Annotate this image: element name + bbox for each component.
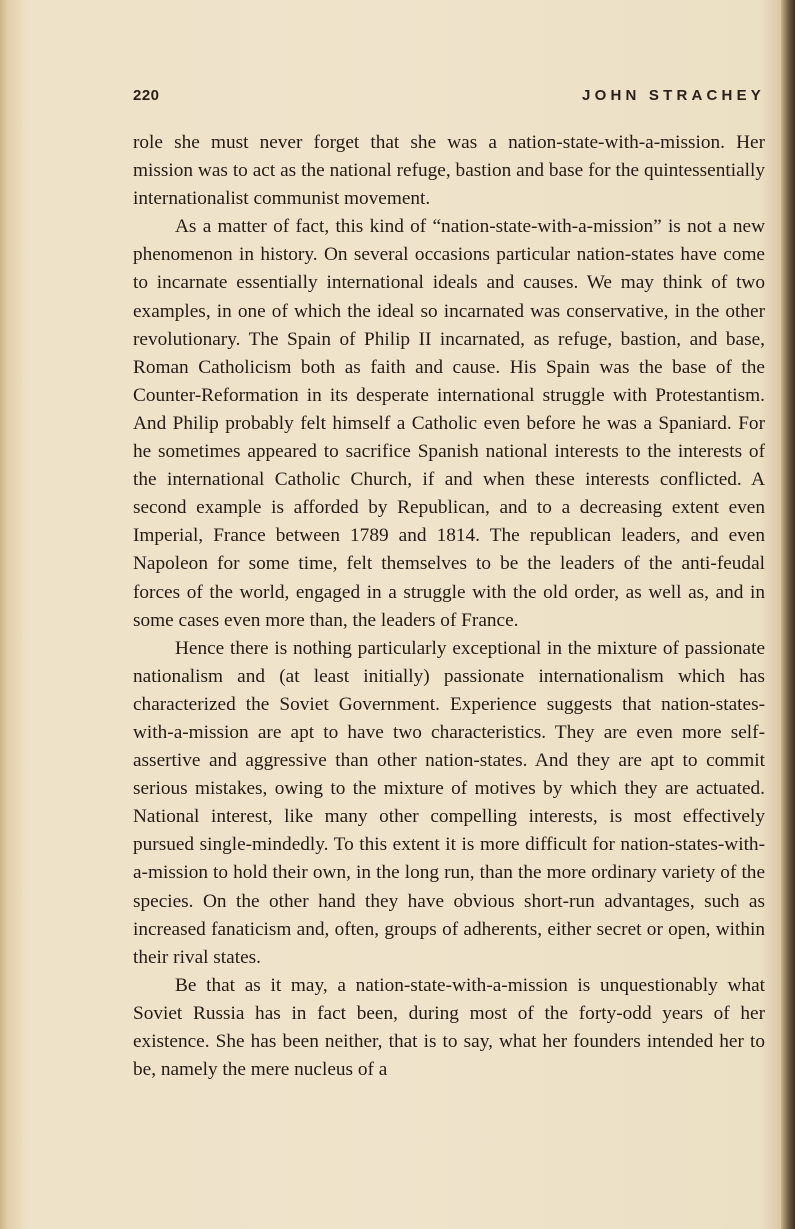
paragraph: As a matter of fact, this kind of “nation-state-with-a-mission” is not a new phenomenon in history. On several occasions particular nation-states have come to incarnate essentially international ideals and causes. We may think of two examples, in one of which the ideal so incarnated was conservative, in the other revolutionary. The Spain of Philip II incarnated, as refuge, bastion, and base, Roman Catholicism both as faith and cause. His Spain was the base of the Counter-Reformation in its desperate international struggle with Protestantism. And Philip probably felt himself a Catholic even before he was a Spaniard. For he sometimes appeared to sacrifice Spanish national interests to the interests of the international Catholic Church, if and when these interests conflicted. A second example is afforded by Republican, and to a decreasing extent even Imperial, France between 1789 and 1814. The republican leaders, and even Napoleon for some time, felt themselves to be the leaders of the anti-feudal forces of the world, engaged in a struggle with the old order, as well as, and in some cases even more than, the leaders of France. [133, 216, 765, 631]
paragraph: Hence there is nothing particularly exceptional in the mixture of passionate nationalism and (at least initially) passionate internationalism which has characterized the Soviet Government. Experience suggests that nation-states-with-a-mission are apt to have two characteristics. They are even more self-assertive and aggressive than other nation-states. And they are apt to commit serious mistakes, owing to the mixture of motives by which they are actuated. National interest, like many other compelling interests, is most effectively pursued single-mindedly. To this extent it is more difficult for nation-states-with-a-mission to hold their own, in the long run, than the more ordinary variety of the species. On the other hand they have obvious short-run advantages, such as increased fanaticism and, often, groups of adherents, either secret or open, within their rival states. [133, 637, 765, 968]
paragraph-continued: role she must never forget that she was a nation-state-with-a-mission. Her mission was to act as the national refuge, bastion and base for the quintessentially internationalist communist movement. [133, 132, 765, 210]
page-gutter [0, 0, 22, 1229]
page-header [133, 87, 765, 109]
body-text [133, 129, 765, 1084]
page-number: 220 [133, 87, 160, 104]
paragraph: Be that as it may, a nation-state-with-a-mission is unquestionably what Soviet Russia has in fact been, during most of the forty-odd years of her existence. She has been neither, that is to say, what her founders intended her to be, namely the mere nucleus of a [133, 974, 765, 1081]
running-head: JOHN STRACHEY [582, 87, 765, 104]
page-edge [781, 0, 795, 1229]
